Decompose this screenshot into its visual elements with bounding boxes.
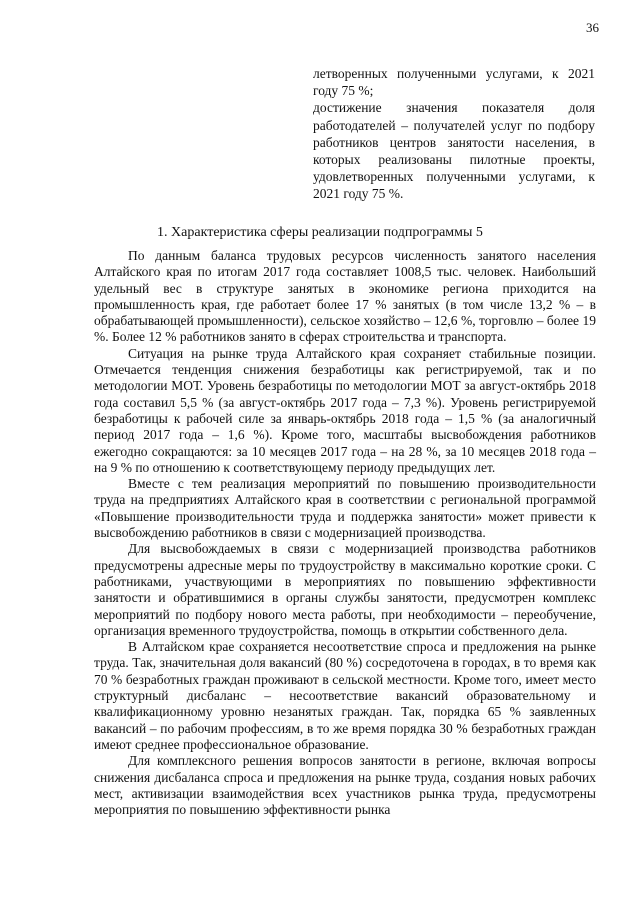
intro-paragraph: достижение значения показателя доля работодателей – получателей услуг по подбору работников центров занятости населения, в которых реализованы пилотные проекты, удовлетворенных полученными услугами, к 2021 году 75 %.: [313, 100, 595, 202]
body-text: [94, 248, 596, 818]
section-heading: 1. Характеристика сферы реализации подпрограммы 5: [157, 225, 483, 240]
paragraph: Вместе с тем реализация мероприятий по повышению производительности труда на предприятиях Алтайского края в соответствии с региональной программой «Повышение производительности труда и поддержка занятости» может привести к высвобождению работников в связи с модернизацией производства.: [94, 476, 596, 541]
paragraph: Ситуация на рынке труда Алтайского края сохраняет стабильные позиции. Отмечается тенденция снижения безработицы как регистрируемой, так и по методологии МОТ. Уровень безработицы по методологии МОТ за август-октябрь 2018 года составил 5,5 % (за август-октябрь 2017 года – 7,3 %). Уровень регистрируемой безработицы к рабочей силе за январь-октябрь 2018 года – 1,5 % (за аналогичный период 2017 года – 1,6 %). Кроме того, масштабы высвобождения работников ежегодно сокращаются: за 10 месяцев 2017 года – на 28 %, за 10 месяцев 2018 года – на 9 % по отношению к соответствующему периоду предыдущих лет.: [94, 345, 596, 475]
intro-text-block: [313, 65, 595, 203]
paragraph: Для высвобождаемых в связи с модернизацией производства работников предусмотрены адресные меры по трудоустройству в максимально короткие сроки. С работниками, участвующими в мероприятиях по повышению эффективности занятости и обратившимися в органы службы занятости, предусмотрен комплекс мероприятий по подбору нового места работы, при необходимости – переобучение, организация временного трудоустройства, помощь в открытии собственного дела.: [94, 541, 596, 638]
page-number: 36: [586, 20, 599, 35]
paragraph: По данным баланса трудовых ресурсов численность занятого населения Алтайского края по итогам 2017 года составляет 1008,5 тыс. человек. Наибольший удельный вес в структуре занятых в экономике региона приходится на промышленность края, где работает более 17 % занятых (в том числе 13,2 % – в обрабатывающей промышленности), сельское хозяйство – 12,6 %, торговлю – более 19 %. Более 12 % работников занято в сферах строительства и транспорта.: [94, 248, 596, 345]
intro-paragraph: летворенных полученными услугами, к 2021 году 75 %;: [313, 66, 595, 99]
paragraph: Для комплексного решения вопросов занятости в регионе, включая вопросы снижения дисбаланса спроса и предложения на рынке труда, создания новых рабочих мест, активизации взаимодействия всех участников рынка труда, предусмотрены мероприятия по повышению эффективности рынка: [94, 753, 596, 818]
paragraph: В Алтайском крае сохраняется несоответствие спроса и предложения на рынке труда. Так, значительная доля вакансий (80 %) сосредоточена в городах, в то время как 70 % безработных граждан проживают в сельской местности. Кроме того, имеет место структурный дисбаланс – несоответствие вакансий образовательному и квалификационному уровню незанятых граждан. Так, порядка 65 % заявленных вакансий – по рабочим профессиям, в то же время порядка 30 % безработных граждан имеют среднее профессиональное образование.: [94, 639, 596, 752]
